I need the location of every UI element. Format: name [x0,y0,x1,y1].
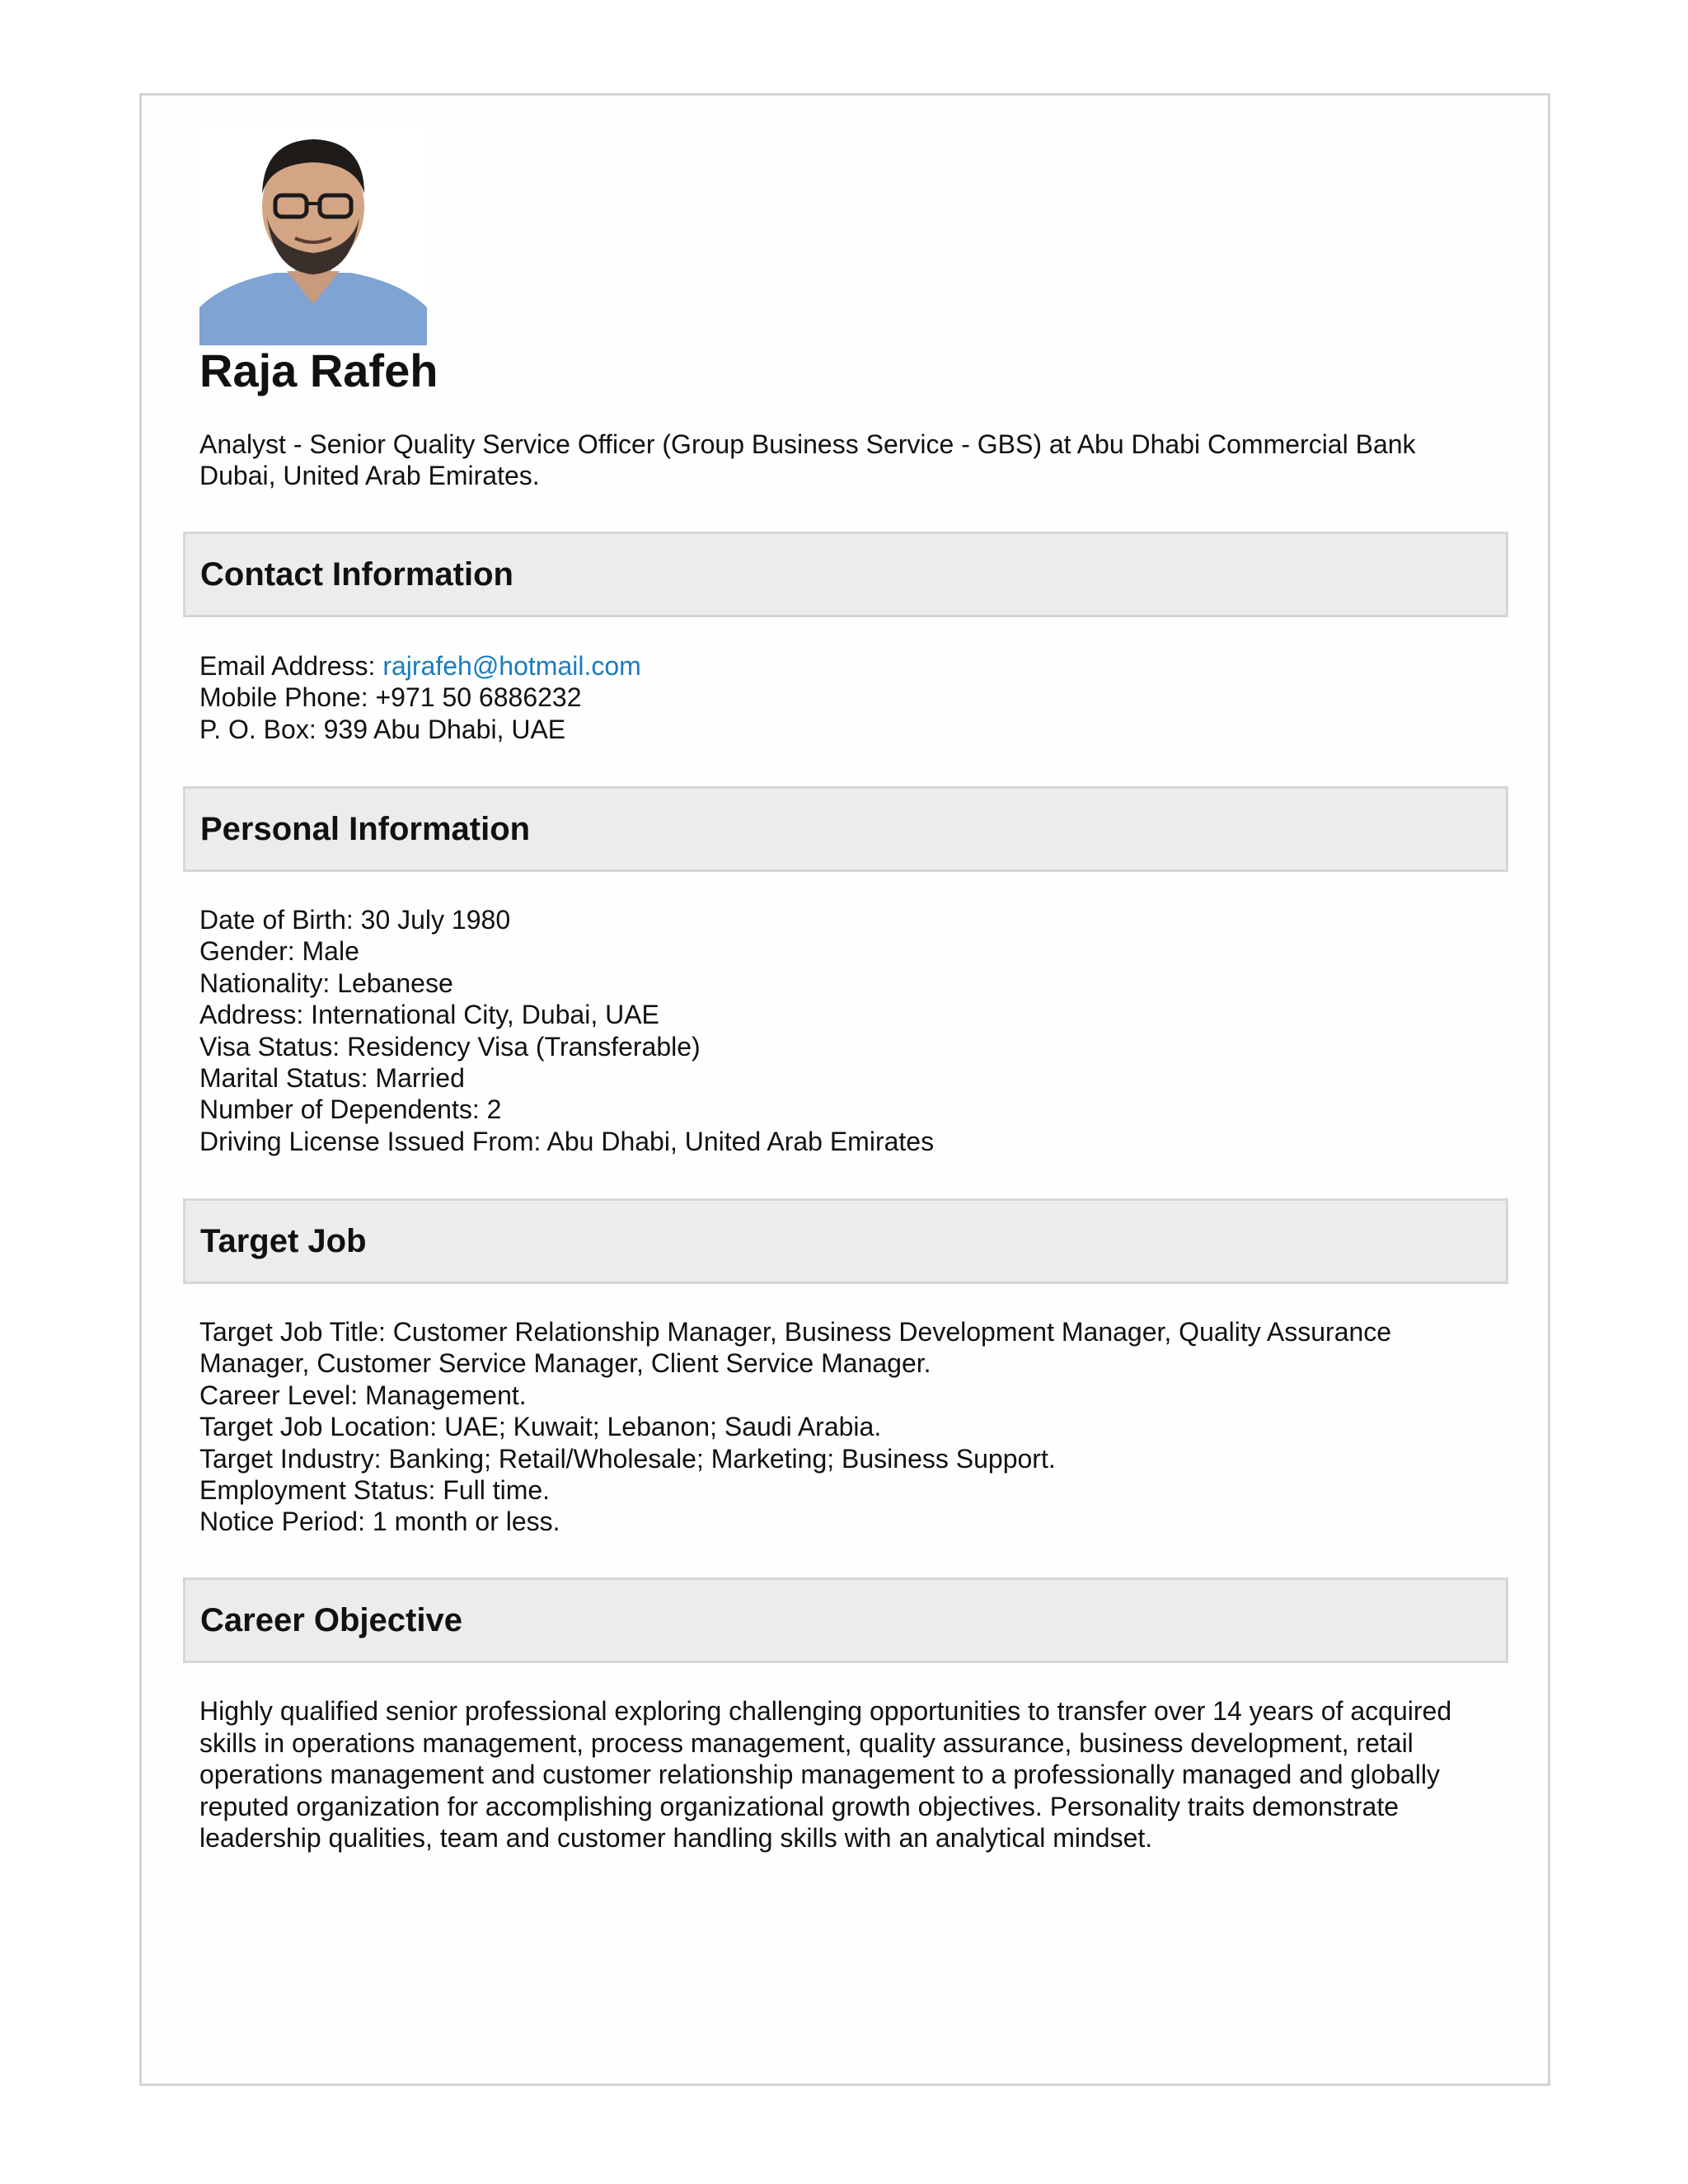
career-objective-section-header [183,1577,1508,1663]
notice-period-line: Notice Period: 1 month or less. [199,1507,560,1537]
visa-status-line: Visa Status: Residency Visa (Transferable) [199,1031,701,1062]
section-title: Target Job [200,1223,367,1259]
section-title: Career Objective [200,1602,462,1638]
target-job-title-line: Target Job Title: Customer Relationship Manager, Business Development Manager, Quality Assurance Manager, Customer Service Manager, Client Service Manager. [199,1317,1392,1379]
target-job-section-body [199,1316,1469,1538]
career-objective-text: Highly qualified senior professional exploring challenging opportunities to transfer over 14 years of acquired skills in operations management, process management, quality assurance, business development, retail operations management and customer relationship management to a professionally managed and globally reputed organization for accomplishing organizational growth objectives. Personality traits demonstrate leadership qualities, team and customer handling skills with an analytical mindset. [199,1696,1452,1854]
career-level-line: Career Level: Management. [199,1380,527,1410]
address-line: Address: International City, Dubai, UAE [199,1000,659,1030]
employment-status-line: Employment Status: Full time. [199,1475,551,1506]
section-title: Contact Information [200,556,513,593]
date-of-birth-line: Date of Birth: 30 July 1980 [199,905,511,935]
email-line [199,650,1485,682]
candidate-headline: Analyst - Senior Quality Service Officer (Group Business Service - GBS) at Abu Dhabi Commercial Bank Dubai, United Arab Emirates. [199,429,1416,490]
po-box-line: P. O. Box: 939 Abu Dhabi, UAE [199,714,566,744]
contact-section-body [199,650,1485,745]
section-title: Personal Information [200,811,531,847]
gender-line: Gender: Male [199,936,359,967]
nationality-line: Nationality: Lebanese [199,968,453,998]
dependents-line: Number of Dependents: 2 [199,1094,502,1125]
email-link[interactable]: rajrafeh@hotmail.com [382,651,641,681]
target-job-section-header [183,1198,1508,1284]
profile-photo [199,124,427,345]
personal-section-body [199,904,1485,1157]
personal-section-header [183,786,1508,872]
target-industry-line: Target Industry: Banking; Retail/Wholesale; Marketing; Business Support. [199,1443,1056,1474]
marital-status-line: Marital Status: Married [199,1063,465,1094]
candidate-name: Raja Rafeh [199,344,438,396]
email-label: Email Address: [199,651,383,681]
mobile-phone-line: Mobile Phone: +971 50 6886232 [199,682,582,713]
target-location-line: Target Job Location: UAE; Kuwait; Lebanon; Saudi Arabia. [199,1412,882,1442]
contact-section-header [183,532,1508,617]
driving-license-line: Driving License Issued From: Abu Dhabi, United Arab Emirates [199,1126,935,1156]
